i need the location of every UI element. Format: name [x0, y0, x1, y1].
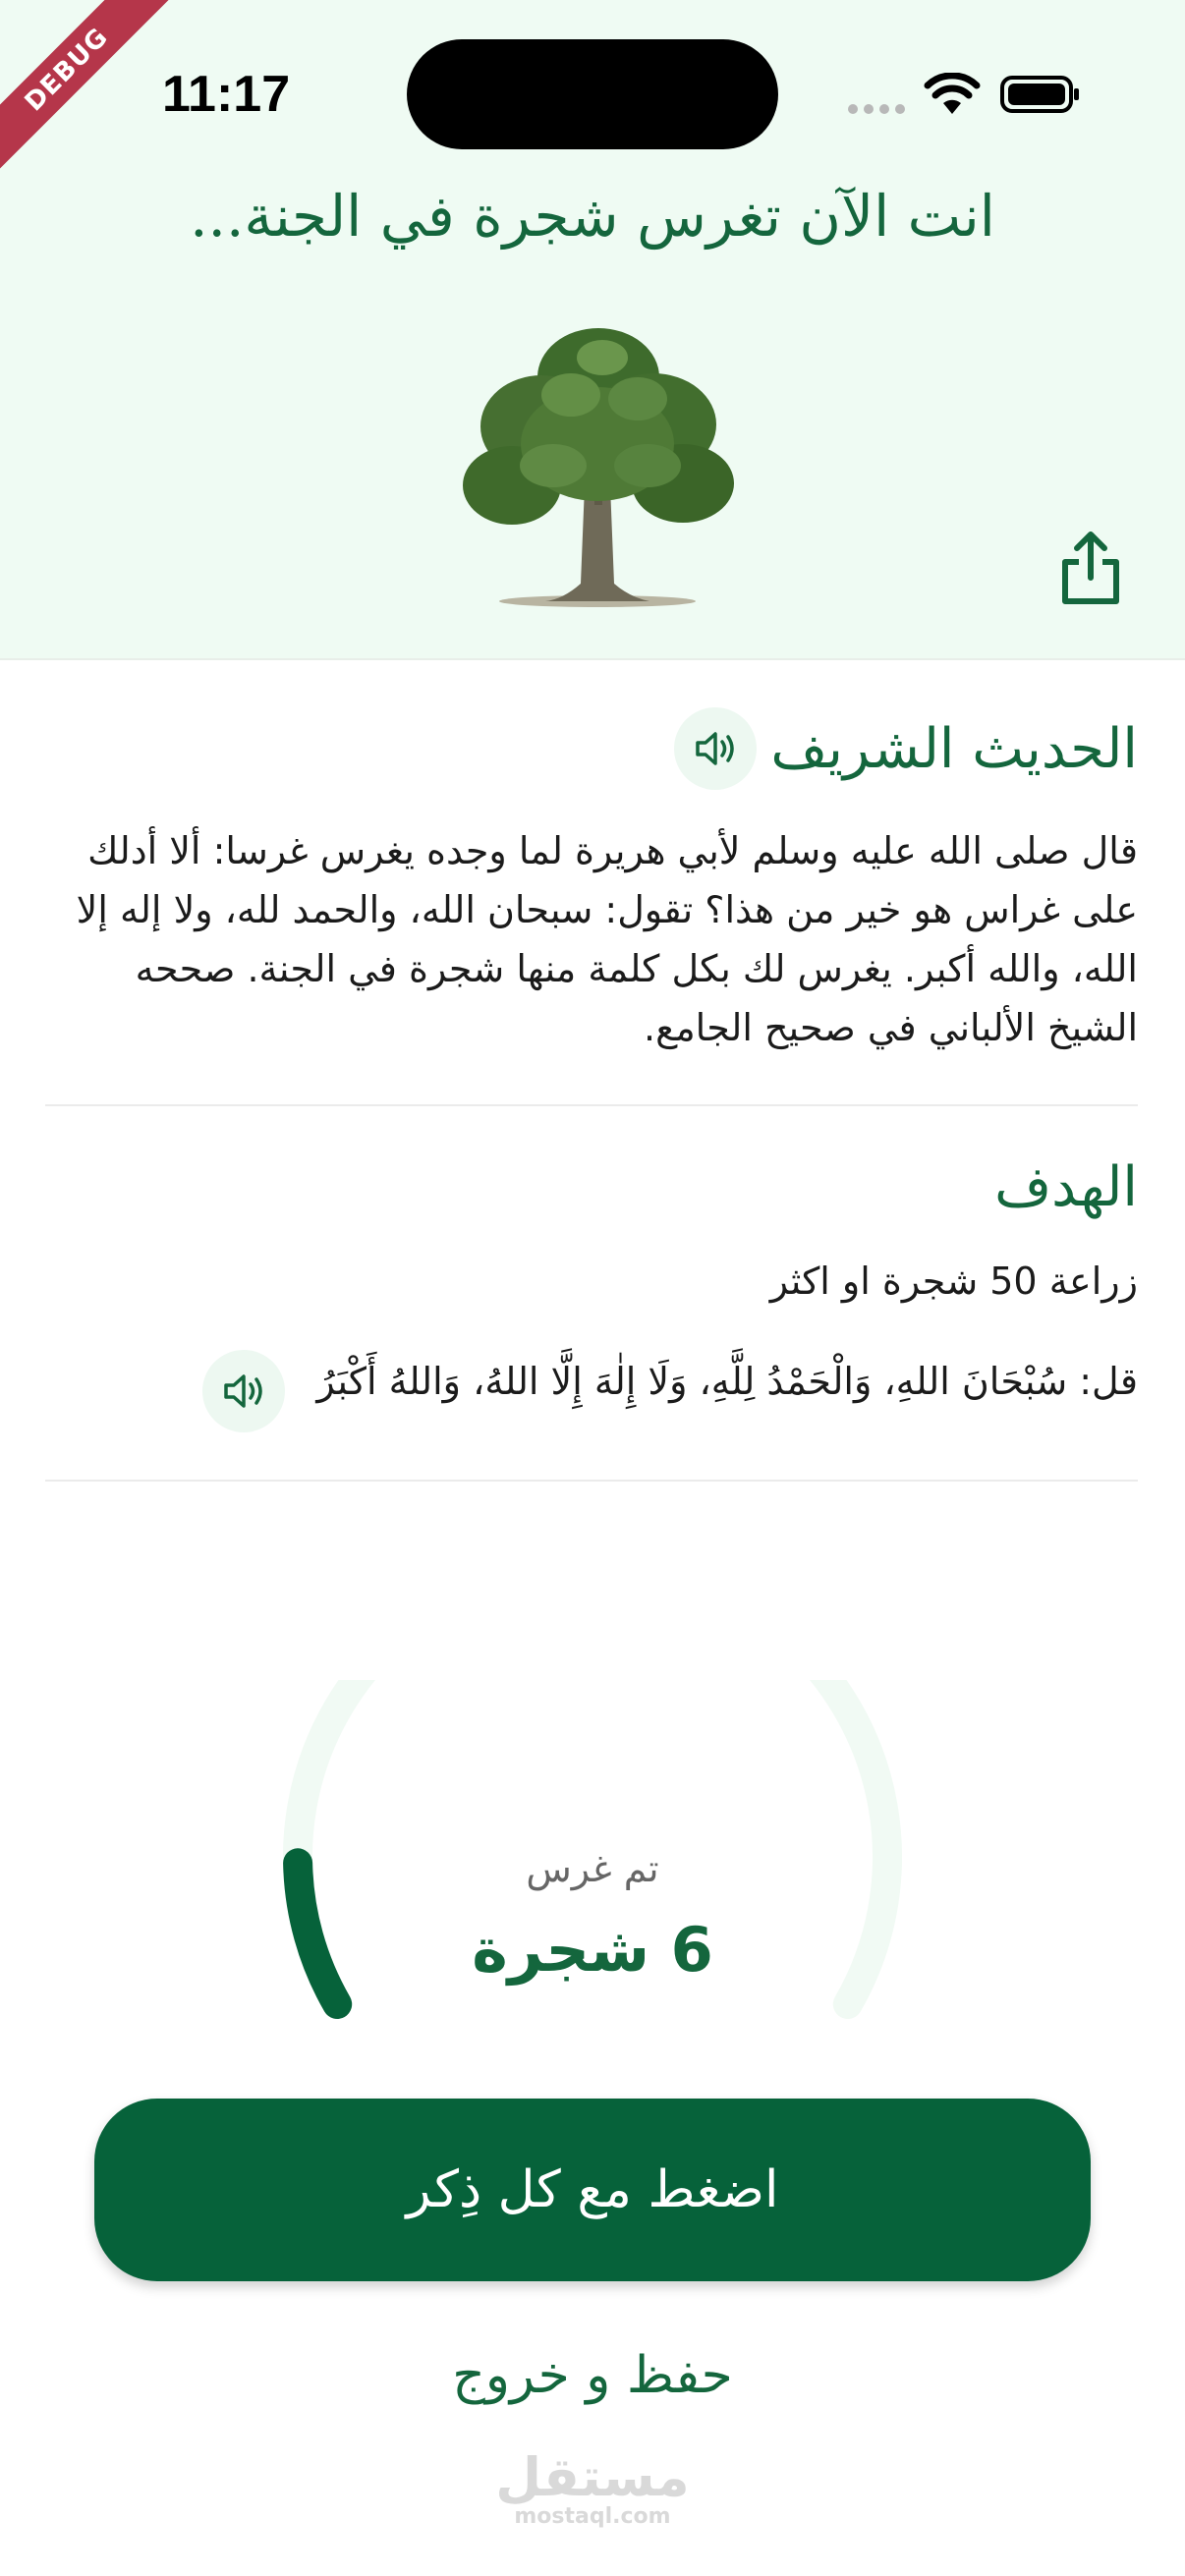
watermark	[0, 2446, 1185, 2529]
tree-illustration	[455, 318, 740, 613]
page-title: انت الآن تغرس شجرة في الجنة...	[190, 183, 995, 250]
gauge-caption: تم غرس	[526, 1847, 659, 1890]
planted-count: 6 شجرة	[472, 1914, 713, 1986]
hadith-title: الحديث الشريف	[770, 717, 1138, 781]
battery-icon	[1000, 75, 1081, 114]
wifi-icon	[924, 73, 981, 116]
divider	[45, 1480, 1138, 1482]
speaker-icon	[694, 729, 737, 768]
dhikr-audio-button[interactable]	[202, 1350, 285, 1432]
hadith-text: قال صلى الله عليه وسلم لأبي هريرة لما وجده يغرس غرسا: ألا أدلك على غراس هو خير من هذا؟ تقول: سبحان الله، والحمد لله، ولا إله إلا الله، والله أكبر. يغرس لك بكل كلمة منها شجرة في الجنة. صححه الشيخ الألباني في صحيح الجامع.	[76, 829, 1138, 1049]
status-time: 11:17	[162, 66, 291, 123]
debug-banner: DEBUG	[0, 0, 173, 176]
share-button[interactable]	[1053, 529, 1128, 607]
dynamic-island	[407, 39, 778, 149]
speaker-icon	[222, 1372, 265, 1411]
goal-text: زراعة 50 شجرة او اكثر	[769, 1260, 1138, 1303]
goal-title: الهدف	[994, 1155, 1138, 1219]
dhikr-press-button[interactable]: اضغط مع كل ذِكر	[94, 2099, 1091, 2281]
divider	[45, 1104, 1138, 1106]
hadith-audio-button[interactable]	[674, 707, 757, 790]
watermark-arabic: مستقل	[495, 2446, 690, 2508]
save-exit-button[interactable]: حفظ و خروج	[452, 2346, 733, 2405]
watermark-latin: mostaql.com	[514, 2504, 671, 2529]
dhikr-text: قل: سُبْحَانَ اللهِ، وَالْحَمْدُ لِلَّهِ، وَلَا إِلٰهَ إِلَّا اللهُ، وَاللهُ أَكْبَرُ	[316, 1360, 1138, 1403]
cellular-signal-icon	[847, 102, 906, 116]
